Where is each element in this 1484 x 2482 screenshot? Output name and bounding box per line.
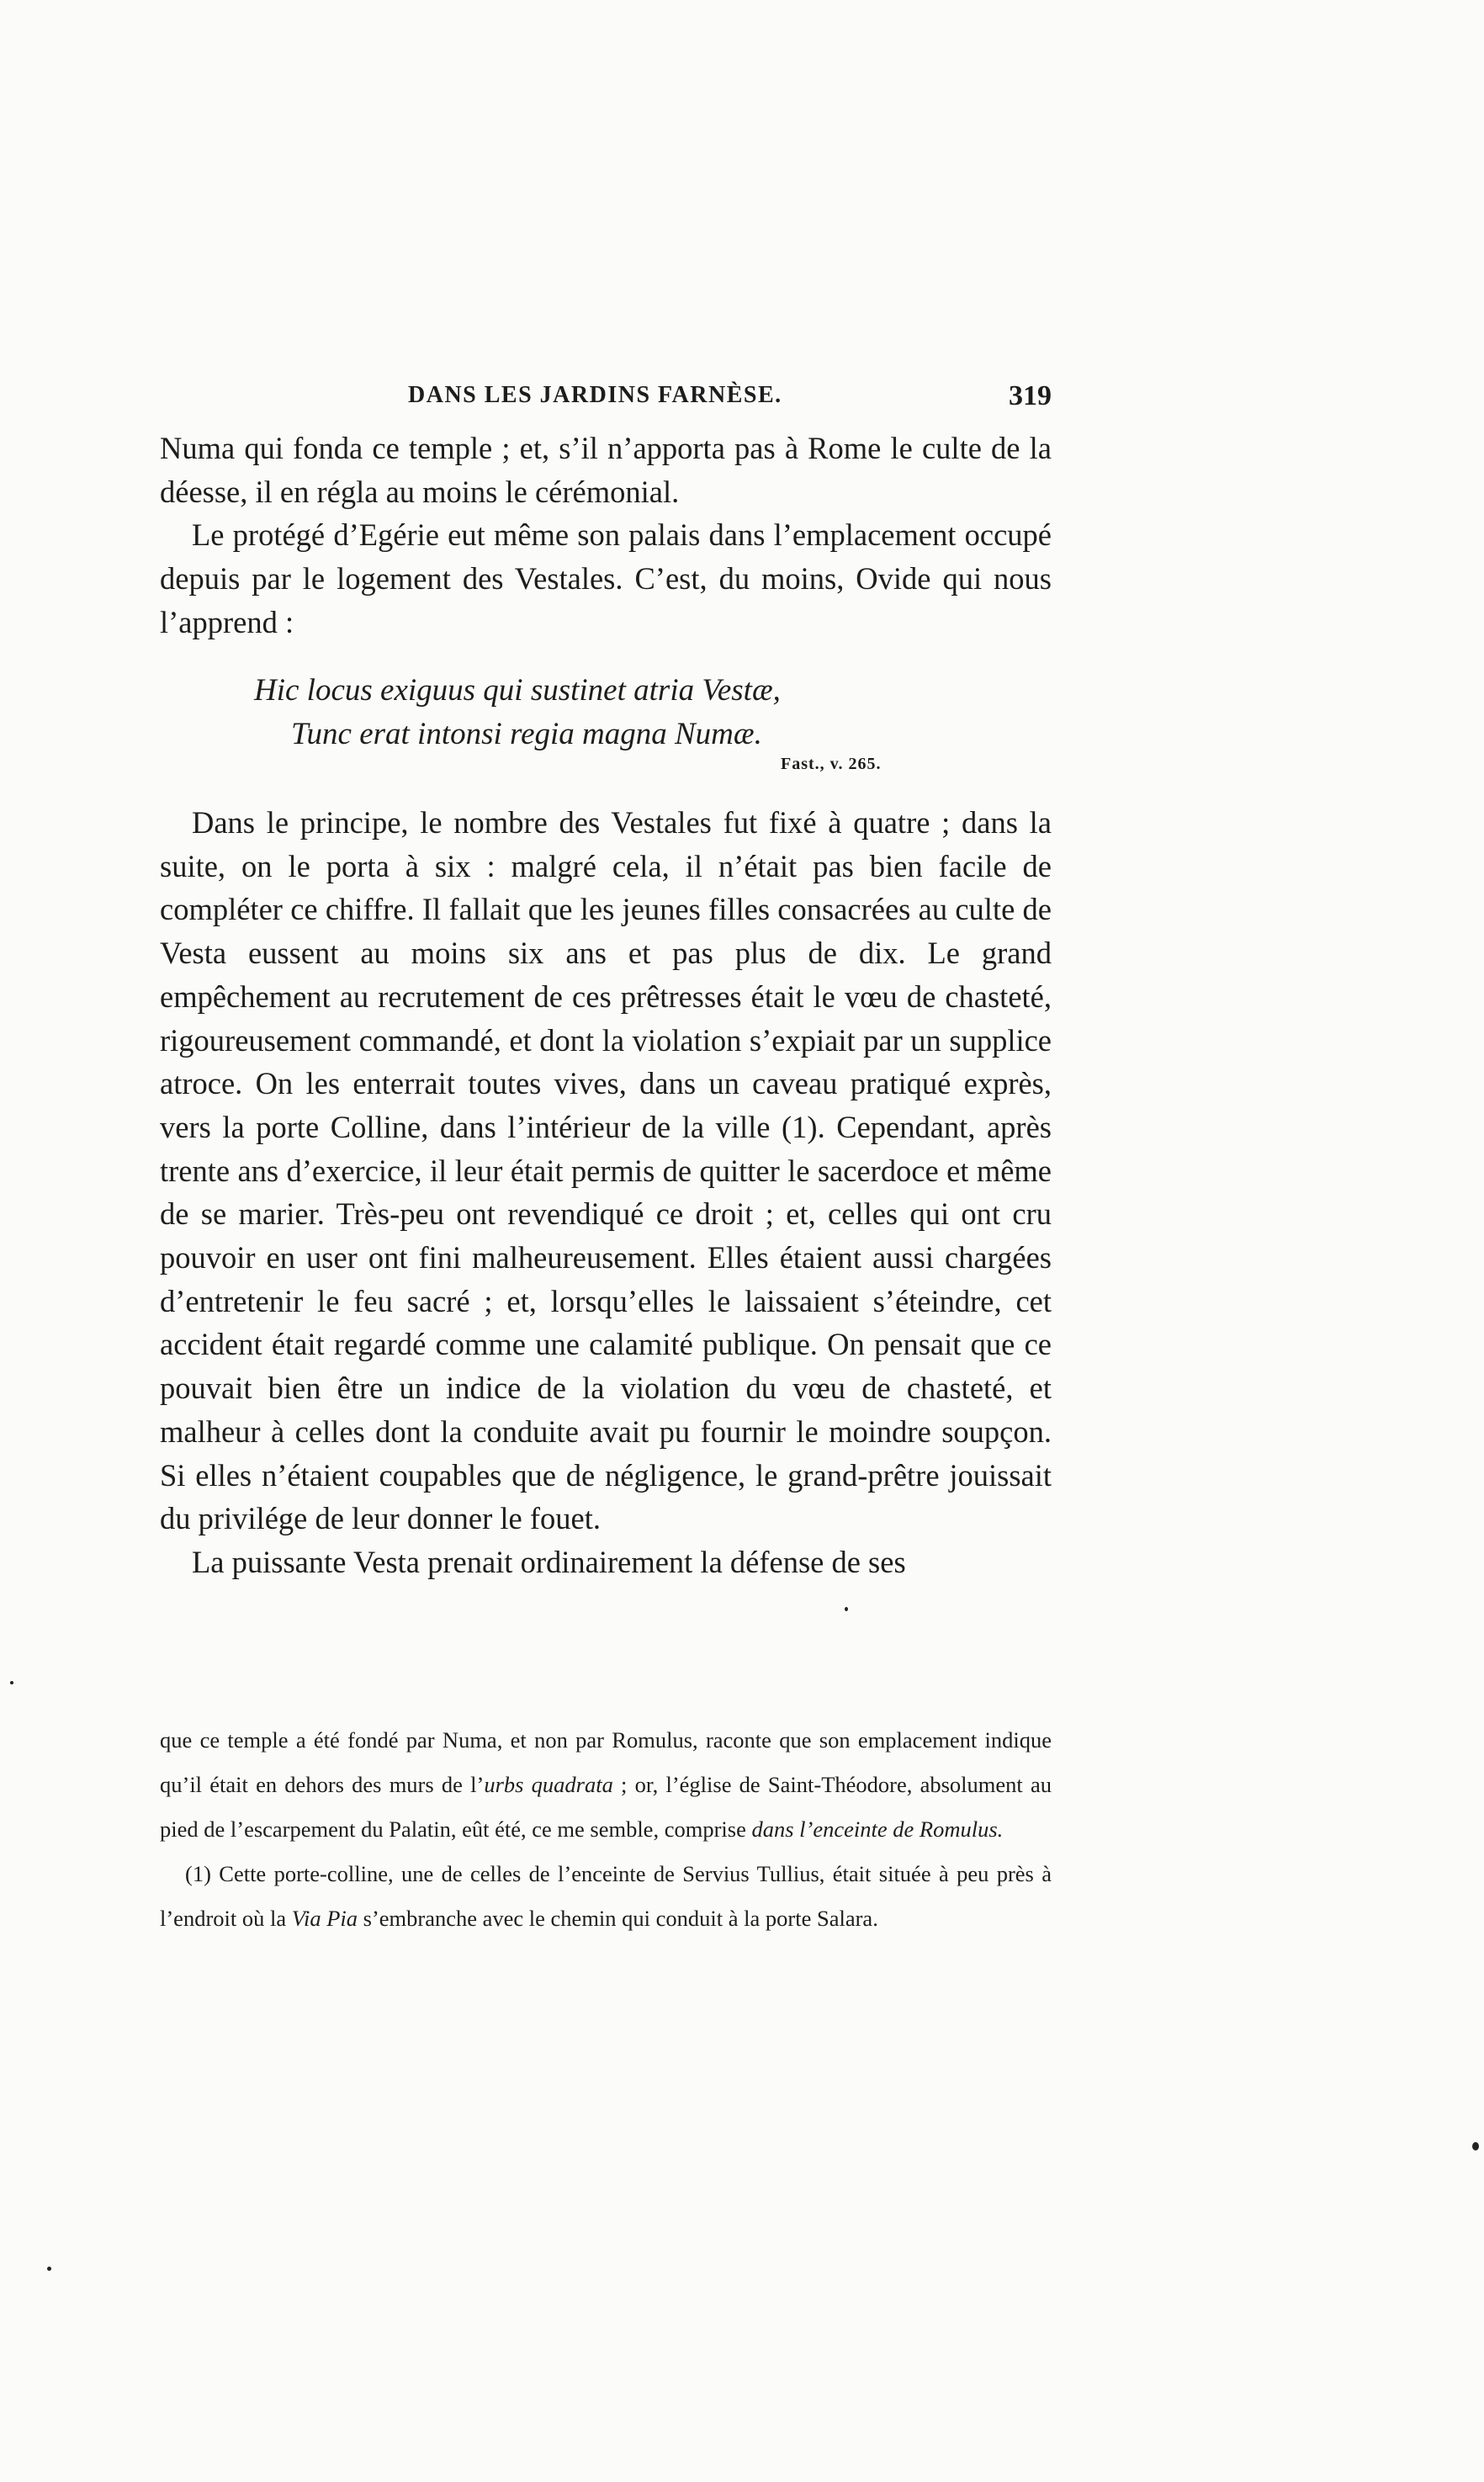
paragraph-continued: Numa qui fonda ce temple ; et, s’il n’apporta pas à Rome le culte de la déesse, il en régla au moins le cérémonial. [160,431,1052,509]
footnote-italic: dans l’enceinte de Romulus. [751,1816,1004,1842]
verse-line-1: Hic locus exiguus qui sustinet atria Vestæ, [254,673,781,708]
paper-speck [10,1681,13,1684]
running-head: DANS LES JARDINS FARNÈSE. [408,382,782,408]
footnote-continued [160,1718,1052,1852]
verse-line-2: Tunc erat intonsi regia magna Numæ. [291,717,762,751]
paragraph-vestales: Dans le principe, le nombre des Vestales fut fixé à quatre ; dans la suite, on le porta à six : malgré cela, il n’était pas bien facile de compléter ce chiffre. Il fallait que les jeunes filles consacrées au culte de Vesta eussent au moins six ans et pas plus de dix. Le grand empêchement au recrutement de ces prêtresses était le vœu de chasteté, rigoureusement commandé, et dont la violation s’expiait par un supplice atroce. On les enterrait toutes vives, dans un caveau pratiqué exprès, vers la porte Colline, dans l’intérieur de la ville (1). Cependant, après trente ans d’exercice, il leur était permis de quitter le sacerdoce et même de se marier. Très-peu ont revendiqué ce droit ; et, celles qui ont cru pouvoir en user ont fini malheureusement. Elles étaient aussi chargées d’entretenir le feu sacré ; et, lorsqu’elles le laissaient s’éteindre, cet accident était regardé comme une calamité publique. On pensait que ce pouvait bien être un indice de la violation du vœu de chasteté, et malheur à celles dont la conduite avait pu fournir le moindre soupçon. Si elles n’étaient coupables que de négligence, le grand-prêtre jouissait du privilége de leur donner le fouet. [160,805,1052,1536]
page-number: 319 [1009,380,1052,411]
verse-citation: Fast., v. 265. [781,755,882,773]
paper-speck [47,2267,51,2271]
footnote-text: (1) Cette porte-colline, une de celles de l’enceinte de Servius Tullius, était située à peu près à l’endroit où la [160,1861,1052,1931]
footnote-text: que ce temple a été fondé par Numa, et non par Romulus, raconte que son emplacement indique qu’il était en dehors des murs de l’ [160,1727,1052,1797]
page-header [160,380,1052,417]
footnote-italic: Via Pia [291,1906,358,1931]
footnote-italic: urbs quadrata [484,1772,613,1797]
main-text-bottom [160,801,1052,1584]
footnote-text: s’embranche avec le chemin qui conduit à la porte Salara. [358,1906,878,1931]
main-text-top [160,427,1052,644]
footnotes [160,1718,1052,1941]
footnote-1 [160,1852,1052,1941]
paper-speck [1472,2142,1479,2151]
verse-quotation [254,669,781,756]
paper-speck [845,1607,848,1611]
footnote-text: ; or, l’église de Saint-Théodore, absolument au pied de l’escarpement du Palatin, eût été, ce me semble, comprise [160,1772,1052,1842]
paragraph-egeria: Le protégé d’Egérie eut même son palais dans l’emplacement occupé depuis par le logement des Vestales. C’est, du moins, Ovide qui nous l’apprend : [160,517,1052,639]
paragraph-vesta: La puissante Vesta prenait ordinairement la défense de ses [192,1544,906,1579]
